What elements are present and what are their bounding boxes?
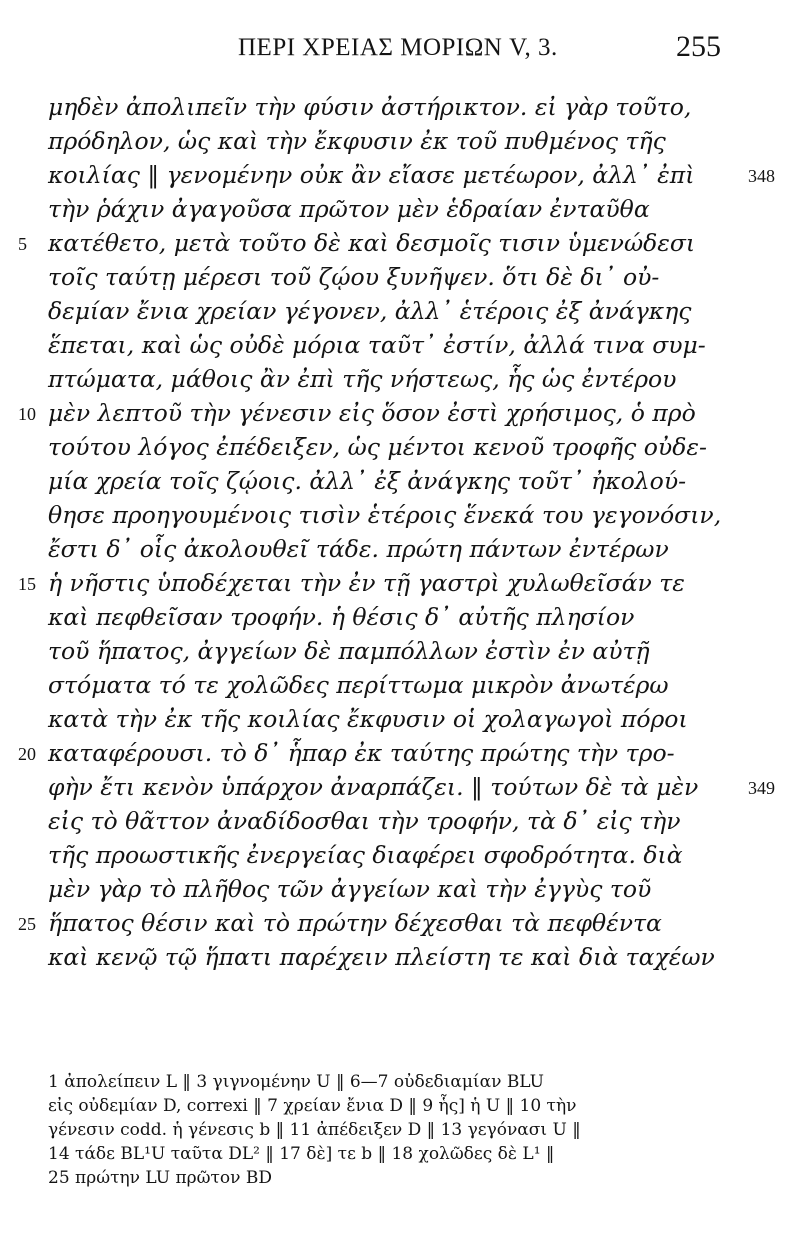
line-number: 5 xyxy=(18,234,27,254)
apparatus-line: 25 πρώτην LU πρῶτον BD xyxy=(48,1168,273,1188)
text-line: πρόδηλον, ὡς καὶ τὴν ἔκφυσιν ἐκ τοῦ πυθμένος τῆς xyxy=(48,127,666,155)
edition-page-marker: 349 xyxy=(748,778,775,798)
line-number: 15 xyxy=(18,574,36,594)
text-line: μία χρεία τοῖς ζῴοις. ἀλλ᾽ ἐξ ἀνάγκης τοῦτ᾽ ἠκολού- xyxy=(48,467,687,495)
text-line: ἡ νῆστις ὑποδέχεται τὴν ἐν τῇ γαστρὶ χυλωθεῖσάν τε xyxy=(48,569,685,597)
text-line: τοῖς ταύτῃ μέρεσι τοῦ ζῴου ξυνῆψεν. ὅτι δὲ δι᾽ οὐ- xyxy=(48,263,660,291)
text-line: τῆς προωστικῆς ἐνεργείας διαφέρει σφοδρότητα. διὰ xyxy=(48,841,683,869)
line-number: 25 xyxy=(18,914,36,934)
text-line: φὴν ἔτι κενὸν ὑπάρχον ἀναρπάζει. ‖ τούτων δὲ τὰ μὲν xyxy=(48,773,699,801)
page-header xyxy=(0,28,800,68)
text-line: εἰς τὸ θᾶττον ἀναδίδοσθαι τὴν τροφήν, τὰ δ᾽ εἰς τὴν xyxy=(48,807,681,835)
text-line: καταφέρουσι. τὸ δ᾽ ἧπαρ ἐκ ταύτης πρώτης τὴν τρο- xyxy=(48,739,675,767)
text-line: καὶ πεφθεῖσαν τροφήν. ἡ θέσις δ᾽ αὐτῆς πλησίον xyxy=(48,603,635,631)
text-line: κατὰ τὴν ἐκ τῆς κοιλίας ἔκφυσιν οἱ χολαγωγοὶ πόροι xyxy=(48,705,688,733)
text-line: κοιλίας ‖ γενομένην οὐκ ἂν εἴασε μετέωρον, ἀλλ᾽ ἐπὶ xyxy=(48,161,695,189)
line-number: 20 xyxy=(18,744,36,764)
text-line: ἔστι δ᾽ οἷς ἀκολουθεῖ τάδε. πρώτη πάντων ἐντέρων xyxy=(48,535,669,563)
apparatus-line: εἰς οὐδεμίαν D, correxi ‖ 7 χρείαν ἔνια D ‖ 9 ἧς] ἡ U ‖ 10 τὴν xyxy=(48,1096,577,1116)
text-line: μηδὲν ἀπολιπεῖν τὴν φύσιν ἀστήρικτον. εἰ γὰρ τοῦτο, xyxy=(48,93,692,121)
text-line: μὲν λεπτοῦ τὴν γένεσιν εἰς ὅσον ἐστὶ χρήσιμος, ὁ πρὸ xyxy=(48,399,696,427)
running-title: ΠΕΡΙ ΧΡΕΙΑΣ ΜΟΡΙΩΝ V, 3. xyxy=(238,34,558,61)
text-line: πτώματα, μάθοις ἂν ἐπὶ τῆς νήστεως, ἧς ὡς ἐντέρου xyxy=(48,365,677,393)
edition-page-marker: 348 xyxy=(748,166,775,186)
text-line: τὴν ῥάχιν ἀγαγοῦσα πρῶτον μὲν ἑδραίαν ἐνταῦθα xyxy=(48,195,650,223)
text-line: καὶ κενῷ τῷ ἥπατι παρέχειν πλείστη τε καὶ διὰ ταχέων xyxy=(48,943,715,971)
page-number: 255 xyxy=(676,30,721,63)
apparatus-line: 14 τάδε BL¹U ταῦτα DL² ‖ 17 δὲ] τε b ‖ 18 χολῶδες δὲ L¹ ‖ xyxy=(48,1144,555,1164)
text-line: θησε προηγουμένοις τισὶν ἑτέροις ἕνεκά του γεγονόσιν, xyxy=(48,501,722,529)
text-line: ἥπατος θέσιν καὶ τὸ πρώτην δέχεσθαι τὰ πεφθέντα xyxy=(48,909,662,937)
text-line: τοῦ ἥπατος, ἀγγείων δὲ παμπόλλων ἐστὶν ἐν αὐτῇ xyxy=(48,637,650,665)
text-line: μὲν γὰρ τὸ πλῆθος τῶν ἀγγείων καὶ τὴν ἐγγὺς τοῦ xyxy=(48,875,652,903)
apparatus-line: 1 ἀπολείπειν L ‖ 3 γιγνομένην U ‖ 6—7 οὐδεδιαμίαν BLU xyxy=(48,1072,544,1092)
line-number: 10 xyxy=(18,404,36,424)
text-line: ἕπεται, καὶ ὡς οὐδὲ μόρια ταῦτ᾽ ἐστίν, ἀλλά τινα συμ- xyxy=(48,331,706,359)
text-line: δεμίαν ἔνια χρείαν γέγονεν, ἀλλ᾽ ἑτέροις ἐξ ἀνάγκης xyxy=(48,297,692,325)
text-line: στόματα τό τε χολῶδες περίττωμα μικρὸν ἀνωτέρω xyxy=(48,671,669,699)
text-line: τούτου λόγος ἐπέδειξεν, ὡς μέντοι κενοῦ τροφῆς οὐδε- xyxy=(48,433,707,461)
apparatus-line: γένεσιν codd. ἡ γένεσις b ‖ 11 ἀπέδειξεν D ‖ 13 γεγόνασι U ‖ xyxy=(48,1120,581,1140)
text-line: κατέθετο, μετὰ τοῦτο δὲ καὶ δεσμοῖς τισιν ὑμενώδεσι xyxy=(48,229,696,257)
